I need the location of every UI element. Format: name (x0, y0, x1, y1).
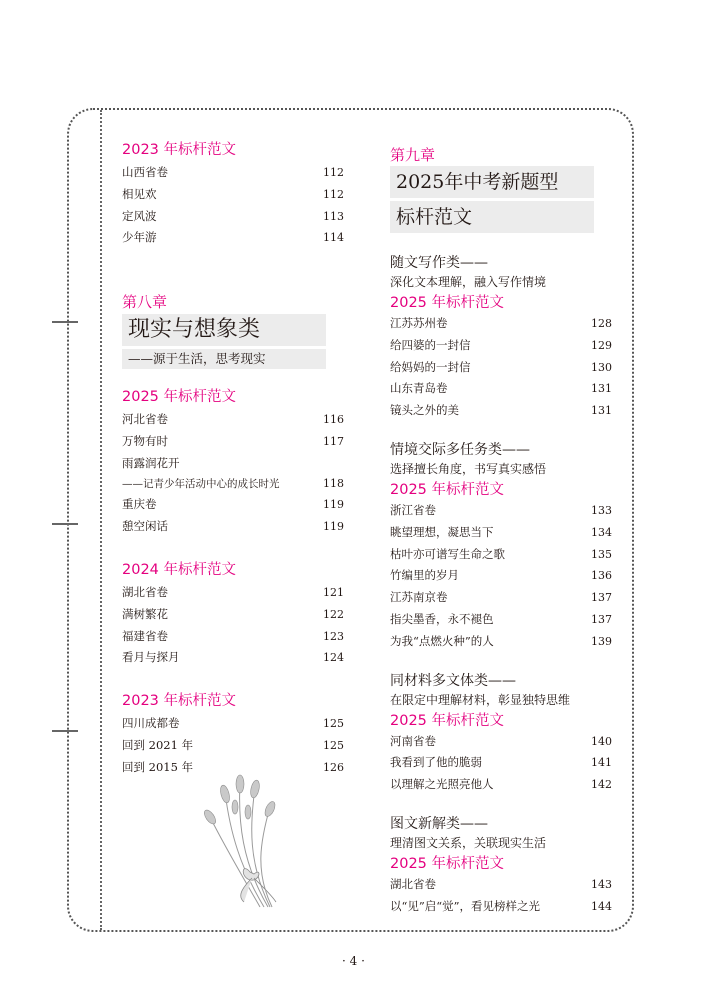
toc-left-column (122, 140, 344, 779)
category-4 (390, 814, 612, 918)
entry-title: 万物有时 (122, 433, 168, 448)
section-heading: 2025 年标杆范文 (390, 481, 505, 498)
entry-page: 119 (323, 520, 344, 534)
toc-entry[interactable] (122, 474, 344, 495)
toc-entry[interactable] (390, 896, 612, 918)
section-heading: 2025 年标杆范文 (390, 712, 505, 729)
chapter-title: 现实与想象类 (122, 314, 326, 346)
section-heading: 2023 年标杆范文 (122, 693, 237, 710)
entry-title: 满树繁花 (122, 606, 168, 621)
flower-bouquet-illustration (180, 762, 300, 912)
entry-page: 131 (591, 404, 612, 418)
toc-entry[interactable] (122, 582, 344, 604)
toc-entry[interactable] (390, 335, 612, 357)
entry-page: 119 (323, 498, 344, 512)
category-title: 随文写作类—— (390, 255, 488, 271)
category-title: 同材料多文体类—— (390, 672, 516, 689)
toc-entry[interactable] (390, 378, 612, 400)
entry-title: 山东青岛卷 (390, 381, 448, 396)
entry-page: 130 (591, 360, 612, 374)
chapter-number: 第九章 (390, 146, 436, 164)
entry-title: 四川成都卷 (122, 716, 180, 731)
binding-spine (100, 110, 102, 930)
entry-page: 112 (323, 166, 344, 179)
toc-entry[interactable] (122, 184, 344, 206)
category-title: 情境交际多任务类—— (390, 441, 530, 458)
entry-title: 为我“点燃火种”的人 (390, 633, 494, 648)
toc-entry[interactable] (390, 631, 612, 653)
entry-page: 135 (591, 547, 612, 561)
category-subtitle: 理清图文关系，关联现实生活 (390, 835, 547, 850)
entry-page: 118 (323, 476, 344, 490)
page-number: · 4 · (342, 954, 365, 968)
entry-page: 137 (591, 591, 612, 605)
entry-page: 125 (323, 738, 344, 752)
entry-title: 浙江省卷 (390, 502, 436, 517)
toc-entry[interactable] (390, 731, 612, 753)
entry-page: 131 (591, 382, 612, 396)
entry-title: 山西省卷 (122, 165, 168, 179)
toc-entry[interactable] (122, 626, 344, 648)
entry-page: 141 (591, 756, 612, 770)
entry-title: 我看到了他的脆弱 (390, 755, 482, 770)
entry-title: 回到 2021 年 (122, 737, 194, 752)
entry-title: 雨露润花开 (122, 455, 180, 470)
toc-entry[interactable] (122, 713, 344, 735)
chapter-title-line1: 2025年中考新题型 (390, 166, 594, 198)
entry-title: 枯叶亦可谱写生命之歌 (390, 546, 505, 561)
entry-title: 河北省卷 (122, 412, 168, 427)
entry-page: 123 (323, 629, 344, 643)
entry-page: 142 (591, 778, 612, 792)
entry-page: 134 (591, 525, 612, 539)
entry-title: 回到 2015 年 (122, 759, 194, 774)
section-heading: 2025 年标杆范文 (390, 855, 505, 872)
toc-section-2024 (122, 560, 344, 669)
entry-page: 117 (323, 434, 344, 448)
entry-page: 114 (323, 231, 344, 245)
entry-page: 113 (323, 209, 344, 223)
category-3 (390, 671, 612, 796)
toc-entry[interactable] (390, 587, 612, 609)
toc-right-column (390, 146, 612, 918)
entry-page: 124 (323, 651, 344, 665)
toc-entry[interactable] (390, 522, 612, 544)
toc-entry[interactable] (122, 604, 344, 626)
section-heading: 2024 年标杆范文 (122, 561, 237, 578)
entry-page: 129 (591, 338, 612, 352)
chapter-subtitle: ——源于生活，思考现实 (122, 349, 326, 369)
entry-title: ——记青少年活动中心的成长时光 (122, 477, 280, 490)
entry-title: 以理解之光照亮他人 (390, 777, 494, 792)
toc-entry[interactable] (390, 544, 612, 566)
toc-entry[interactable] (390, 400, 612, 422)
toc-entry[interactable] (390, 774, 612, 796)
category-subtitle: 深化文本理解，融入写作情境 (390, 275, 547, 289)
entry-page: 136 (591, 569, 612, 583)
category-subtitle: 在限定中理解材料，彰显独特思维 (390, 692, 571, 707)
toc-entry[interactable] (390, 313, 612, 335)
toc-entry[interactable] (390, 609, 612, 631)
entry-title: 重庆卷 (122, 497, 157, 512)
entry-title: 定风波 (122, 208, 157, 223)
binding-tab (52, 321, 78, 323)
entry-title: 镜头之外的美 (390, 403, 459, 418)
section-heading: 2023 年标杆范文 (122, 142, 237, 158)
chapter-number: 第八章 (122, 293, 168, 312)
toc-section-2025 (122, 387, 344, 538)
entry-page: 126 (323, 760, 344, 774)
toc-entry[interactable] (122, 453, 344, 474)
toc-entry[interactable] (122, 409, 344, 431)
chapter-9-block (390, 146, 612, 233)
entry-title: 江苏南京卷 (390, 590, 448, 605)
entry-page: 139 (591, 634, 612, 648)
entry-page: 144 (591, 899, 612, 913)
toc-section-2023-a (122, 140, 344, 249)
entry-page: 125 (323, 717, 344, 731)
toc-entry[interactable] (390, 874, 612, 896)
chapter-title-line2: 标杆范文 (390, 201, 594, 233)
toc-entry[interactable] (122, 431, 344, 453)
toc-entry[interactable] (122, 647, 344, 669)
entry-title: 竹编里的岁月 (390, 568, 459, 583)
entry-title: 看月与探月 (122, 650, 180, 665)
binding-tab (52, 730, 78, 732)
category-subtitle: 选择擅长角度，书写真实感悟 (390, 461, 547, 476)
category-title: 图文新解类—— (390, 815, 488, 832)
chapter-8-block (122, 293, 344, 369)
entry-title: 湖北省卷 (122, 584, 168, 599)
category-2 (390, 440, 612, 653)
entry-title: 眺望理想，凝思当下 (390, 524, 494, 539)
entry-title: 江苏苏州卷 (390, 316, 448, 330)
entry-title: 给四婆的一封信 (390, 337, 471, 352)
toc-entry[interactable] (390, 752, 612, 774)
toc-entry[interactable] (390, 500, 612, 522)
entry-title: 以“见”启“觉”，看见榜样之光 (390, 898, 541, 913)
section-heading: 2025 年标杆范文 (390, 295, 505, 311)
entry-page: 133 (591, 503, 612, 517)
toc-entry[interactable] (122, 227, 344, 249)
toc-entry[interactable] (390, 565, 612, 587)
entry-page: 143 (591, 877, 612, 891)
entry-title: 河南省卷 (390, 733, 436, 748)
entry-title: 憩空闲话 (122, 519, 168, 534)
entry-title: 相见欢 (122, 186, 157, 201)
section-heading: 2025 年标杆范文 (122, 389, 237, 406)
entry-page: 140 (591, 734, 612, 748)
entry-title: 福建省卷 (122, 628, 168, 643)
entry-page: 128 (591, 317, 612, 330)
entry-title: 少年游 (122, 230, 157, 245)
toc-entry[interactable] (122, 735, 344, 757)
toc-entry[interactable] (122, 206, 344, 228)
entry-page: 112 (323, 187, 344, 201)
binding-tab (52, 523, 78, 525)
toc-entry[interactable] (390, 357, 612, 379)
entry-title: 指尖墨香，永不褪色 (390, 611, 494, 626)
toc-entry[interactable] (122, 494, 344, 516)
entry-page: 116 (323, 413, 344, 427)
category-1 (390, 253, 612, 422)
entry-page: 121 (323, 585, 344, 599)
entry-page: 137 (591, 612, 612, 626)
entry-title: 给妈妈的一封信 (390, 359, 471, 374)
entry-page: 122 (323, 607, 344, 621)
entry-title: 湖北省卷 (390, 876, 436, 891)
toc-entry[interactable] (122, 162, 344, 184)
toc-entry[interactable] (122, 516, 344, 538)
